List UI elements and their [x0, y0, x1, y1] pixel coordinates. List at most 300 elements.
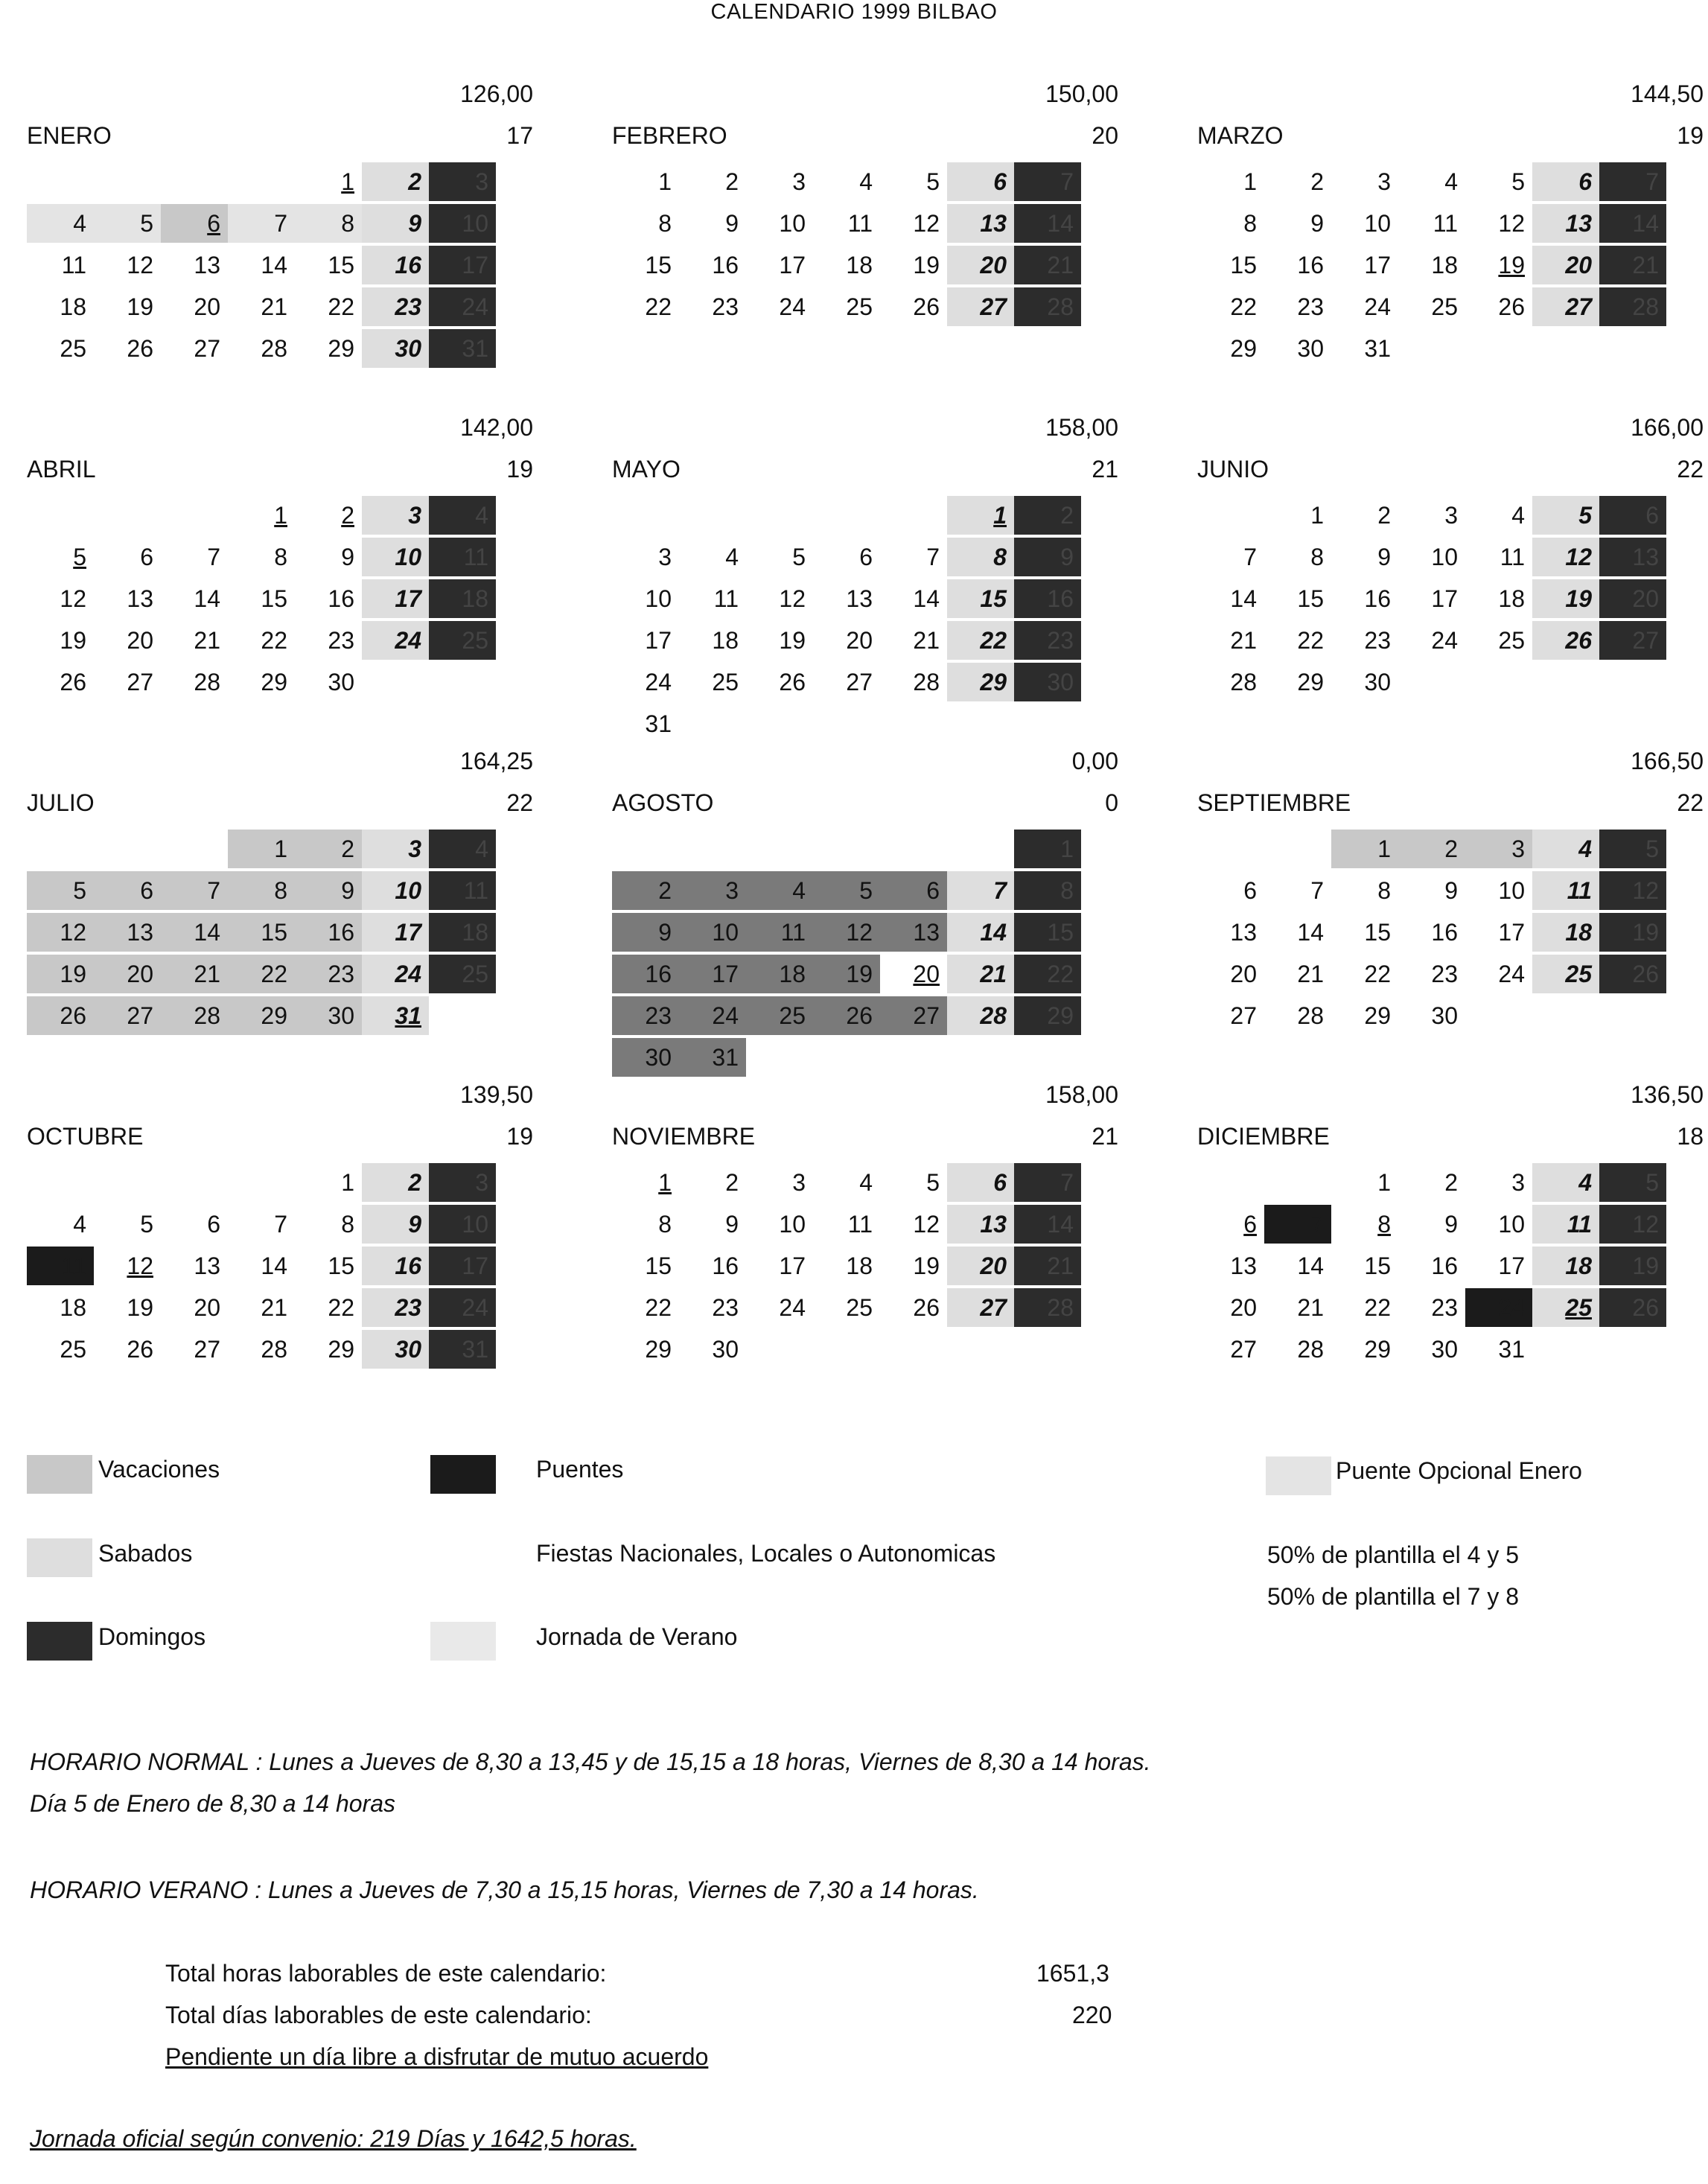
- day-cell: 2: [1398, 830, 1465, 868]
- day-cell: 19: [1498, 252, 1525, 278]
- month-junio: [1197, 414, 1704, 727]
- horario-normal-enero: Día 5 de Enero de 8,30 a 14 horas: [30, 1790, 396, 1817]
- day-cell: 5: [73, 544, 86, 570]
- day-cell: 2: [341, 502, 354, 529]
- month-hours: 158,00: [1045, 414, 1118, 441]
- month-workdays: 19: [506, 456, 533, 483]
- day-cell: 12: [27, 913, 94, 952]
- day-cell: 5: [926, 1169, 940, 1196]
- total-dias-label: Total días laborables de este calendario:: [165, 2002, 592, 2028]
- day-cell: 19: [1599, 1247, 1666, 1285]
- day-cell: 28: [194, 669, 220, 695]
- day-cell: 19: [779, 627, 806, 654]
- day-cell: 22: [328, 1294, 354, 1321]
- day-cell: 6: [207, 1211, 220, 1238]
- day-cell: 4: [1532, 830, 1599, 868]
- day-cell: 2: [1014, 496, 1081, 535]
- day-cell: 3: [792, 1169, 806, 1196]
- day-cell: 15: [1297, 585, 1324, 612]
- month-days-grid: [612, 1163, 1118, 1379]
- day-cell: 6: [947, 1163, 1014, 1202]
- day-cell: 7: [161, 871, 228, 910]
- month-days-grid: [1197, 830, 1704, 1045]
- day-cell: 9: [362, 1205, 429, 1244]
- day-cell: 1: [1243, 168, 1257, 195]
- day-cell: 30: [328, 669, 354, 695]
- day-cell: 18: [846, 252, 873, 278]
- day-cell: 28: [1599, 287, 1666, 326]
- day-cell: 23: [612, 996, 679, 1035]
- day-cell: 6: [161, 204, 228, 243]
- pendiente-dia-libre: Pendiente un día libre a disfrutar de mutuo acuerdo: [165, 2043, 709, 2070]
- day-cell: 9: [1310, 210, 1324, 237]
- day-cell: 27: [94, 996, 161, 1035]
- day-cell: 11: [847, 210, 873, 237]
- day-cell: 14: [161, 913, 228, 952]
- month-hours: 142,00: [460, 414, 533, 441]
- day-cell: 15: [328, 252, 354, 278]
- day-cell: 6: [859, 544, 873, 570]
- day-cell: 20: [1230, 961, 1257, 987]
- day-cell: 12: [913, 1211, 940, 1238]
- day-cell: 22: [1014, 955, 1081, 993]
- day-cell: 1: [947, 496, 1014, 535]
- day-cell: 9: [1377, 544, 1391, 570]
- day-cell: 22: [947, 621, 1014, 660]
- month-workdays: 19: [1677, 122, 1704, 149]
- day-cell: 11: [847, 1211, 873, 1238]
- day-cell: 3: [1444, 502, 1458, 529]
- day-cell: 19: [127, 293, 153, 320]
- day-cell: 27: [846, 669, 873, 695]
- day-cell: 6: [1243, 1211, 1257, 1238]
- day-cell: 17: [779, 252, 806, 278]
- day-cell: 8: [1310, 544, 1324, 570]
- day-cell: 21: [1014, 1247, 1081, 1285]
- day-cell: 30: [712, 1336, 739, 1363]
- month-marzo: [1197, 80, 1704, 393]
- day-cell: 5: [1532, 496, 1599, 535]
- day-cell: 3: [679, 871, 746, 910]
- day-cell: 9: [341, 544, 354, 570]
- day-cell: 13: [947, 204, 1014, 243]
- month-hours: 166,00: [1631, 414, 1704, 441]
- day-cell: 23: [362, 1288, 429, 1327]
- day-cell: 16: [1297, 252, 1324, 278]
- day-cell: 17: [362, 913, 429, 952]
- day-cell: 24: [1465, 1288, 1532, 1327]
- day-cell: 5: [813, 871, 880, 910]
- day-cell: 14: [1599, 204, 1666, 243]
- day-cell: 16: [712, 1252, 739, 1279]
- day-cell: 25: [712, 669, 739, 695]
- day-cell: 20: [194, 293, 220, 320]
- day-cell: 14: [261, 252, 287, 278]
- day-cell: 14: [1297, 919, 1324, 946]
- day-cell: 27: [1230, 1336, 1257, 1363]
- day-cell: 16: [362, 1247, 429, 1285]
- day-cell: 5: [926, 168, 940, 195]
- day-cell: 25: [429, 621, 496, 660]
- day-cell: 8: [1377, 1211, 1391, 1238]
- month-name: NOVIEMBRE: [612, 1123, 756, 1150]
- day-cell: 8: [295, 204, 362, 243]
- day-cell: 7: [1310, 877, 1324, 904]
- day-cell: 17: [429, 246, 496, 284]
- day-cell: 26: [1599, 955, 1666, 993]
- month-name: AGOSTO: [612, 789, 714, 816]
- day-cell: 14: [1014, 1205, 1081, 1244]
- month-days-grid: [1197, 496, 1704, 712]
- day-cell: 13: [1599, 538, 1666, 576]
- total-horas-label: Total horas laborables de este calendario:: [165, 1960, 607, 1987]
- day-cell: 13: [1230, 1252, 1257, 1279]
- day-cell: 14: [1297, 1252, 1324, 1279]
- day-cell: 19: [913, 1252, 940, 1279]
- day-cell: 10: [429, 1205, 496, 1244]
- day-cell: 26: [127, 1336, 153, 1363]
- day-cell: 11: [713, 585, 739, 612]
- day-cell: 12: [127, 252, 153, 278]
- day-cell: 13: [194, 252, 220, 278]
- legend-vacaciones: Vacaciones: [98, 1456, 220, 1483]
- day-cell: 28: [261, 335, 287, 362]
- day-cell: 2: [1444, 1169, 1458, 1196]
- day-cell: 14: [1014, 204, 1081, 243]
- day-cell: 18: [429, 579, 496, 618]
- day-cell: 22: [228, 955, 295, 993]
- day-cell: 7: [1599, 162, 1666, 201]
- day-cell: 18: [429, 913, 496, 952]
- day-cell: 9: [362, 204, 429, 243]
- day-cell: 4: [1444, 168, 1458, 195]
- day-cell: 9: [612, 913, 679, 952]
- day-cell: 25: [1431, 293, 1458, 320]
- day-cell: 1: [1377, 1169, 1391, 1196]
- day-cell: 27: [194, 335, 220, 362]
- day-cell: 17: [429, 1247, 496, 1285]
- month-noviembre: [612, 1081, 1118, 1394]
- day-cell: 6: [1532, 162, 1599, 201]
- day-cell: 15: [328, 1252, 354, 1279]
- day-cell: 15: [947, 579, 1014, 618]
- day-cell: 11: [429, 871, 496, 910]
- day-cell: 8: [658, 1211, 672, 1238]
- day-cell: 6: [1599, 496, 1666, 535]
- day-cell: 26: [1532, 621, 1599, 660]
- day-cell: 15: [645, 252, 672, 278]
- day-cell: 17: [362, 579, 429, 618]
- day-cell: 19: [813, 955, 880, 993]
- day-cell: 11: [61, 252, 86, 278]
- day-cell: 12: [1498, 210, 1525, 237]
- month-name: MAYO: [612, 456, 681, 483]
- day-cell: 3: [362, 830, 429, 868]
- day-cell: 25: [1498, 627, 1525, 654]
- month-febrero: [612, 80, 1118, 393]
- day-cell: 31: [679, 1038, 746, 1077]
- day-cell: 22: [261, 627, 287, 654]
- month-abril: [27, 414, 533, 727]
- day-cell: 15: [228, 913, 295, 952]
- day-cell: 21: [1014, 246, 1081, 284]
- day-cell: 27: [127, 669, 153, 695]
- legend-fiestas: Fiestas Nacionales, Locales o Autonomicas: [536, 1540, 996, 1567]
- day-cell: 5: [94, 204, 161, 243]
- day-cell: 7: [1014, 162, 1081, 201]
- day-cell: 23: [1014, 621, 1081, 660]
- day-cell: 23: [1431, 1294, 1458, 1321]
- day-cell: 10: [779, 1211, 806, 1238]
- day-cell: 3: [429, 1163, 496, 1202]
- day-cell: 4: [1532, 1163, 1599, 1202]
- day-cell: 15: [1014, 913, 1081, 952]
- month-hours: 136,50: [1631, 1081, 1704, 1108]
- day-cell: 21: [1297, 1294, 1324, 1321]
- day-cell: 29: [1364, 1002, 1391, 1029]
- day-cell: 16: [1014, 579, 1081, 618]
- day-cell: 16: [328, 585, 354, 612]
- day-cell: 31: [1498, 1336, 1525, 1363]
- day-cell: 16: [1431, 1252, 1458, 1279]
- month-mayo: [612, 414, 1118, 737]
- day-cell: 28: [913, 669, 940, 695]
- day-cell: 6: [140, 544, 153, 570]
- day-cell: 10: [362, 871, 429, 910]
- day-cell: 11: [746, 913, 813, 952]
- day-cell: 30: [362, 329, 429, 368]
- day-cell: 20: [1599, 579, 1666, 618]
- month-days-grid: [612, 496, 1118, 737]
- day-cell: 4: [1511, 502, 1525, 529]
- day-cell: 20: [127, 627, 153, 654]
- legend-domingos: Domingos: [98, 1623, 206, 1650]
- day-cell: 31: [429, 1330, 496, 1369]
- day-cell: 30: [295, 996, 362, 1035]
- day-cell: 19: [60, 627, 86, 654]
- day-cell: 23: [1364, 627, 1391, 654]
- day-cell: 26: [1498, 293, 1525, 320]
- day-cell: 17: [679, 955, 746, 993]
- day-cell: 2: [725, 1169, 739, 1196]
- day-cell: 18: [1532, 913, 1599, 952]
- month-days-grid: [1197, 1163, 1704, 1379]
- day-cell: 25: [1532, 955, 1599, 993]
- day-cell: 5: [792, 544, 806, 570]
- day-cell: 29: [645, 1336, 672, 1363]
- legend-puente-opcional: Puente Opcional Enero: [1336, 1457, 1582, 1484]
- month-days-grid: [27, 1163, 533, 1379]
- day-cell: 16: [362, 246, 429, 284]
- month-name: FEBRERO: [612, 122, 727, 149]
- month-name: DICIEMBRE: [1197, 1123, 1330, 1150]
- day-cell: 31: [362, 996, 429, 1035]
- month-name: JUNIO: [1197, 456, 1269, 483]
- day-cell: 2: [295, 830, 362, 868]
- day-cell: 23: [295, 955, 362, 993]
- day-cell: 22: [328, 293, 354, 320]
- day-cell: 17: [1498, 1252, 1525, 1279]
- day-cell: 28: [1297, 1336, 1324, 1363]
- day-cell: 27: [1599, 621, 1666, 660]
- day-cell: 22: [1364, 961, 1391, 987]
- day-cell: 26: [1599, 1288, 1666, 1327]
- day-cell: 7: [1264, 1205, 1331, 1244]
- legend-swatch-domingos: [27, 1622, 92, 1661]
- day-cell: 6: [880, 871, 947, 910]
- day-cell: 23: [712, 1294, 739, 1321]
- day-cell: 3: [1377, 168, 1391, 195]
- total-dias-value: 220: [1072, 2002, 1112, 2028]
- day-cell: 6: [94, 871, 161, 910]
- month-name: MARZO: [1197, 122, 1284, 149]
- day-cell: 8: [228, 871, 295, 910]
- day-cell: 10: [1364, 210, 1391, 237]
- day-cell: 12: [779, 585, 806, 612]
- day-cell: 28: [261, 1336, 287, 1363]
- month-name: OCTUBRE: [27, 1123, 144, 1150]
- month-name: SEPTIEMBRE: [1197, 789, 1351, 816]
- day-cell: 21: [194, 627, 220, 654]
- day-cell: 11: [1500, 544, 1525, 570]
- month-workdays: 0: [1105, 789, 1118, 816]
- month-hours: 166,50: [1631, 748, 1704, 774]
- day-cell: 10: [1431, 544, 1458, 570]
- day-cell: 23: [362, 287, 429, 326]
- day-cell: 24: [779, 1294, 806, 1321]
- month-name: ABRIL: [27, 456, 96, 483]
- day-cell: 10: [645, 585, 672, 612]
- day-cell: 24: [429, 1288, 496, 1327]
- day-cell: 29: [1014, 996, 1081, 1035]
- month-name: JULIO: [27, 789, 95, 816]
- day-cell: 25: [746, 996, 813, 1035]
- day-cell: 21: [913, 627, 940, 654]
- month-workdays: 20: [1092, 122, 1118, 149]
- day-cell: 25: [60, 1336, 86, 1363]
- day-cell: 25: [846, 293, 873, 320]
- month-diciembre: [1197, 1081, 1704, 1394]
- day-cell: 24: [1364, 293, 1391, 320]
- day-cell: 18: [712, 627, 739, 654]
- day-cell: 12: [813, 913, 880, 952]
- day-cell: 9: [725, 1211, 739, 1238]
- day-cell: 5: [1599, 1163, 1666, 1202]
- day-cell: 7: [947, 871, 1014, 910]
- day-cell: 8: [341, 1211, 354, 1238]
- day-cell: 17: [1431, 585, 1458, 612]
- day-cell: 18: [60, 1294, 86, 1321]
- day-cell: 24: [645, 669, 672, 695]
- day-cell: 4: [859, 1169, 873, 1196]
- day-cell: 28: [1297, 1002, 1324, 1029]
- day-cell: 25: [1532, 1288, 1599, 1327]
- day-cell: 15: [1364, 1252, 1391, 1279]
- day-cell: 28: [947, 996, 1014, 1035]
- day-cell: 7: [274, 1211, 287, 1238]
- month-octubre: [27, 1081, 533, 1394]
- day-cell: 22: [1364, 1294, 1391, 1321]
- month-days-grid: [612, 162, 1118, 378]
- day-cell: 30: [1431, 1002, 1458, 1029]
- day-cell: 14: [194, 585, 220, 612]
- day-cell: 1: [228, 830, 295, 868]
- day-cell: 25: [429, 955, 496, 993]
- month-workdays: 22: [1677, 456, 1704, 483]
- horario-normal: HORARIO NORMAL : Lunes a Jueves de 8,30 a 13,45 y de 15,15 a 18 horas, Viernes de 8,30 a 14 horas.: [30, 1748, 1151, 1775]
- day-cell: 29: [1297, 669, 1324, 695]
- day-cell: 16: [295, 913, 362, 952]
- day-cell: 11: [1532, 1205, 1599, 1244]
- day-cell: 11: [1532, 871, 1599, 910]
- day-cell: 30: [1297, 335, 1324, 362]
- day-cell: 4: [746, 871, 813, 910]
- day-cell: 29: [1230, 335, 1257, 362]
- day-cell: 27: [1532, 287, 1599, 326]
- day-cell: 15: [261, 585, 287, 612]
- day-cell: 27: [880, 996, 947, 1035]
- day-cell: 28: [1230, 669, 1257, 695]
- day-cell: 7: [1243, 544, 1257, 570]
- day-cell: 3: [792, 168, 806, 195]
- day-cell: 23: [328, 627, 354, 654]
- day-cell: 13: [880, 913, 947, 952]
- day-cell: 29: [947, 663, 1014, 701]
- day-cell: 18: [60, 293, 86, 320]
- month-days-grid: [27, 162, 533, 378]
- day-cell: 20: [846, 627, 873, 654]
- day-cell: 17: [645, 627, 672, 654]
- month-workdays: 21: [1092, 456, 1118, 483]
- day-cell: 21: [1297, 961, 1324, 987]
- legend-puentes: Puentes: [536, 1456, 624, 1483]
- day-cell: 4: [73, 1211, 86, 1238]
- month-hours: 0,00: [1071, 748, 1118, 774]
- day-cell: 8: [658, 210, 672, 237]
- day-cell: 1: [274, 502, 287, 529]
- day-cell: 25: [846, 1294, 873, 1321]
- day-cell: 24: [362, 955, 429, 993]
- day-cell: 17: [1364, 252, 1391, 278]
- day-cell: 1: [341, 168, 354, 195]
- day-cell: 5: [27, 871, 94, 910]
- day-cell: 26: [127, 335, 153, 362]
- legend-swatch-vacaciones: [27, 1455, 92, 1494]
- day-cell: 18: [1431, 252, 1458, 278]
- month-days-grid: [1197, 162, 1704, 378]
- day-cell: 8: [1014, 871, 1081, 910]
- day-cell: 10: [1498, 877, 1525, 904]
- day-cell: 7: [1014, 1163, 1081, 1202]
- day-cell: 28: [161, 996, 228, 1035]
- day-cell: 13: [94, 913, 161, 952]
- day-cell: 3: [1511, 1169, 1525, 1196]
- day-cell: 9: [1444, 877, 1458, 904]
- day-cell: 30: [1014, 663, 1081, 701]
- day-cell: 20: [1230, 1294, 1257, 1321]
- day-cell: 22: [645, 293, 672, 320]
- day-cell: 14: [947, 913, 1014, 952]
- month-days-grid: [612, 830, 1118, 1071]
- day-cell: 20: [94, 955, 161, 993]
- day-cell: 12: [1599, 1205, 1666, 1244]
- day-cell: 18: [846, 1252, 873, 1279]
- day-cell: 21: [1230, 627, 1257, 654]
- day-cell: 3: [1465, 830, 1532, 868]
- day-cell: 1: [658, 168, 672, 195]
- day-cell: 4: [859, 168, 873, 195]
- day-cell: 15: [645, 1252, 672, 1279]
